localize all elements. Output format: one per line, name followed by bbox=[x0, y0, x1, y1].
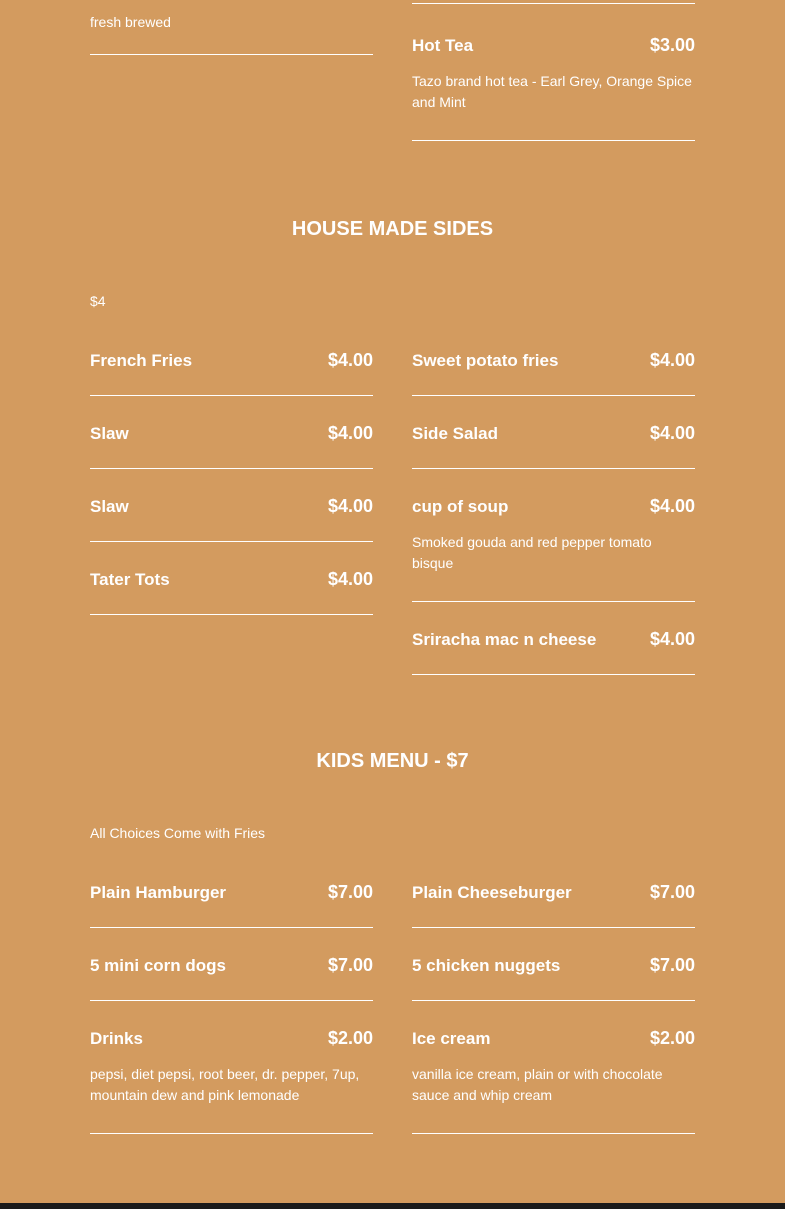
item-price: $7.00 bbox=[649, 882, 695, 902]
item-header bbox=[412, 626, 695, 653]
item-name: Slaw bbox=[90, 424, 129, 443]
item-name: cup of soup bbox=[412, 497, 509, 516]
menu-item bbox=[90, 928, 373, 1001]
item-header bbox=[412, 347, 695, 374]
item-header bbox=[90, 566, 373, 593]
kids-left-column bbox=[90, 855, 373, 1134]
item-price: $7.00 bbox=[327, 955, 373, 975]
item-header bbox=[90, 347, 373, 374]
item-name: Sriracha mac n cheese bbox=[412, 630, 597, 649]
menu-item bbox=[412, 323, 695, 396]
item-name: Slaw bbox=[90, 497, 129, 516]
item-header bbox=[412, 420, 695, 447]
top-left-column bbox=[90, 12, 373, 55]
menu-item bbox=[412, 396, 695, 469]
menu-item bbox=[90, 396, 373, 469]
item-price: $4.00 bbox=[327, 496, 373, 516]
sides-right-column bbox=[412, 323, 695, 675]
item-name: 5 mini corn dogs bbox=[90, 956, 227, 975]
item-name: French Fries bbox=[90, 351, 193, 370]
menu-item bbox=[412, 469, 695, 602]
item-header bbox=[90, 420, 373, 447]
item-name: Tater Tots bbox=[90, 570, 170, 589]
menu-item bbox=[90, 1001, 373, 1134]
item-price: $4.00 bbox=[649, 496, 695, 516]
menu-item-coffee bbox=[90, 12, 373, 55]
item-description: pepsi, diet pepsi, root beer, dr. pepper, 7up, mountain dew and pink lemonade bbox=[90, 1066, 360, 1103]
item-price: $4.00 bbox=[327, 569, 373, 589]
item-description: Tazo brand hot tea - Earl Grey, Orange Spice and Mint bbox=[412, 73, 692, 110]
item-header bbox=[90, 879, 373, 906]
item-name: Ice cream bbox=[412, 1029, 491, 1048]
section-title-kids: KIDS MENU - $7 bbox=[316, 750, 469, 772]
kids-right-column bbox=[412, 855, 695, 1134]
section-note-sides: $4 bbox=[90, 293, 106, 309]
item-price: $4.00 bbox=[327, 423, 373, 443]
menu-item bbox=[90, 542, 373, 615]
top-right-column bbox=[412, 0, 695, 141]
menu-item bbox=[90, 855, 373, 928]
item-price: $4.00 bbox=[649, 629, 695, 649]
item-price: $4.00 bbox=[327, 350, 373, 370]
item-price: $3.00 bbox=[649, 35, 695, 55]
item-name: Sweet potato fries bbox=[412, 351, 559, 370]
item-description: vanilla ice cream, plain or with chocolate sauce and whip cream bbox=[412, 1066, 663, 1103]
sides-left-column bbox=[90, 323, 373, 615]
section-title-sides: HOUSE MADE SIDES bbox=[291, 218, 494, 240]
item-name: Plain Hamburger bbox=[90, 883, 227, 902]
item-description: Smoked gouda and red pepper tomato bisque bbox=[412, 534, 652, 571]
item-name: 5 chicken nuggets bbox=[412, 956, 561, 975]
menu-item bbox=[412, 855, 695, 928]
menu-item-hot-tea bbox=[412, 4, 695, 141]
item-name: Hot Tea bbox=[412, 36, 474, 55]
item-header bbox=[90, 493, 373, 520]
item-price: $2.00 bbox=[649, 1028, 695, 1048]
item-price: $4.00 bbox=[649, 423, 695, 443]
item-header bbox=[412, 879, 695, 906]
menu-item bbox=[412, 602, 695, 675]
item-price: $4.00 bbox=[649, 350, 695, 370]
menu-item bbox=[412, 928, 695, 1001]
section-note-kids: All Choices Come with Fries bbox=[90, 825, 266, 841]
item-price: $7.00 bbox=[327, 882, 373, 902]
item-header bbox=[412, 1025, 695, 1052]
item-header bbox=[412, 32, 695, 59]
item-header bbox=[412, 493, 695, 520]
item-price: $7.00 bbox=[649, 955, 695, 975]
item-header bbox=[90, 1025, 373, 1052]
item-price: $2.00 bbox=[327, 1028, 373, 1048]
item-name: Plain Cheeseburger bbox=[412, 883, 572, 902]
item-name: Side Salad bbox=[412, 424, 498, 443]
menu-item bbox=[90, 469, 373, 542]
item-name: Drinks bbox=[90, 1029, 143, 1048]
item-header bbox=[90, 952, 373, 979]
footer-bar bbox=[0, 1203, 785, 1209]
item-header bbox=[412, 952, 695, 979]
menu-item bbox=[90, 323, 373, 396]
menu-item bbox=[412, 1001, 695, 1134]
item-description: fresh brewed bbox=[90, 14, 171, 30]
